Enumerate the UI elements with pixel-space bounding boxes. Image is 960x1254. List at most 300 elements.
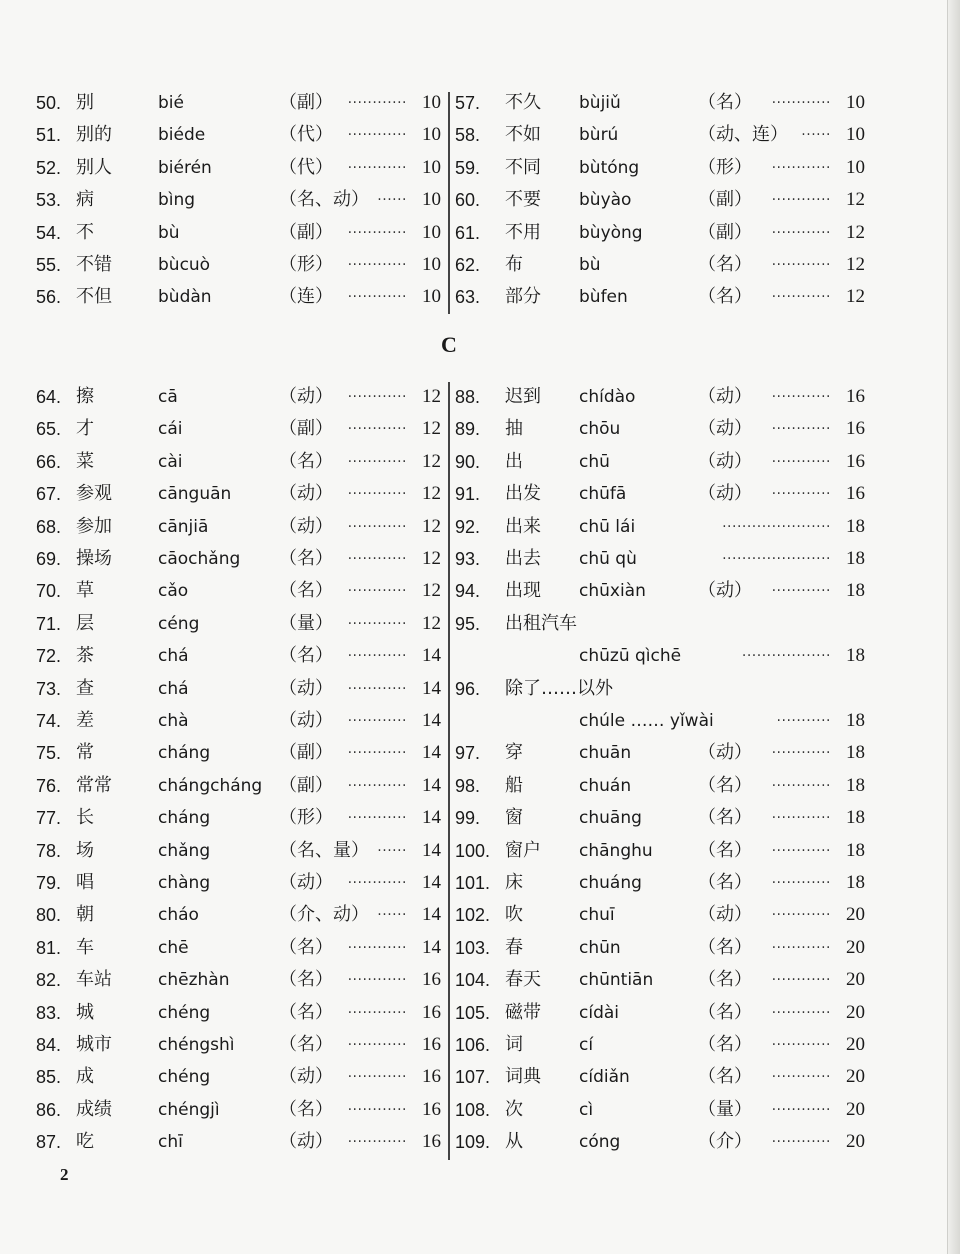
entry-number: 85.: [36, 1067, 62, 1088]
entry-hanzi: 词典: [505, 1066, 541, 1088]
entry-part-of-speech: （动）: [698, 483, 752, 505]
entry-number: 92.: [455, 516, 481, 537]
entry-number: 79.: [36, 873, 62, 893]
entry-number: 54.: [36, 222, 62, 243]
entry-page-ref: 14: [422, 807, 441, 829]
entry-part-of-speech: （名）: [698, 807, 752, 829]
entry-page-ref: 20: [846, 1131, 865, 1153]
entry-pinyin: bié: [158, 93, 184, 113]
entry-pinyin: cí: [579, 1035, 594, 1055]
vocab-entry: [455, 737, 865, 769]
leader-dots: ············: [771, 1134, 831, 1151]
entry-number: 101.: [455, 873, 491, 893]
vocab-entry: [455, 1061, 865, 1093]
entry-part-of-speech: （名）: [279, 1034, 333, 1055]
entry-hanzi: 不久: [505, 92, 541, 113]
entry-pinyin: chī: [158, 1132, 183, 1153]
leader-dots: ············: [347, 1004, 407, 1021]
entry-page-ref: 10: [422, 221, 441, 243]
leader-dots: ············: [347, 127, 407, 144]
leader-dots: ············: [347, 1037, 407, 1053]
entry-hanzi: 层: [76, 612, 94, 634]
entry-part-of-speech: （形）: [279, 254, 333, 275]
leader-dots: ············: [771, 939, 831, 956]
vocab-entry: [36, 737, 441, 769]
leader-dots: ············: [771, 777, 831, 794]
entry-hanzi: 迟到: [505, 386, 541, 407]
entry-page-ref: 12: [422, 548, 441, 569]
leader-dots: ············: [771, 810, 831, 827]
entry-number: 56.: [36, 287, 62, 308]
entry-number: 103.: [455, 937, 491, 958]
vocab-entry: [36, 770, 441, 802]
entry-hanzi: 别的: [76, 124, 112, 146]
entry-number: 78.: [36, 840, 62, 861]
entry-part-of-speech: （副）: [279, 92, 333, 113]
leader-dots: ············: [347, 615, 407, 632]
leader-dots: ············: [347, 939, 407, 956]
entry-pinyin: chūzū qìchē: [579, 646, 682, 667]
entry-page-ref: 12: [422, 418, 441, 440]
leader-dots: ············: [771, 1069, 831, 1086]
entry-number: 99.: [455, 808, 481, 829]
entry-page-ref: 18: [846, 742, 865, 764]
entry-number: 104.: [455, 970, 491, 991]
entry-part-of-speech: （名）: [698, 1001, 752, 1023]
entry-part-of-speech: （动）: [279, 677, 333, 699]
entry-part-of-speech: （动）: [279, 515, 333, 537]
leader-dots: ············: [771, 95, 831, 111]
entry-number: 75.: [36, 743, 62, 764]
entry-number: 97.: [455, 743, 481, 764]
entry-number: 77.: [36, 808, 62, 829]
entry-part-of-speech: （名、动）: [279, 189, 369, 211]
vocab-entry: [455, 1126, 865, 1158]
entry-hanzi: 成: [76, 1066, 94, 1088]
entry-page-ref: 18: [846, 645, 865, 667]
vocab-entry: [455, 217, 865, 249]
entry-pinyin: chuāng: [579, 808, 642, 829]
entry-page-ref: 12: [846, 189, 865, 211]
vocab-entry: [455, 152, 865, 184]
leader-dots: ············: [771, 875, 831, 891]
vocab-entry: [36, 152, 441, 184]
entry-pinyin: cháo: [158, 905, 199, 926]
leader-dots: ············: [347, 289, 407, 306]
vocab-entry: [455, 119, 865, 151]
entry-hanzi: 草: [76, 580, 94, 602]
leader-dots: ············: [347, 95, 407, 111]
entry-pinyin: chà: [158, 711, 189, 731]
entry-part-of-speech: （动）: [279, 1066, 333, 1088]
entry-part-of-speech: （名）: [279, 1098, 333, 1120]
entry-pinyin: chá: [158, 678, 189, 699]
entry-part-of-speech: （动）: [698, 904, 752, 926]
entry-number: 88.: [455, 387, 481, 407]
entry-page-ref: 20: [846, 1098, 865, 1120]
entry-number: 107.: [455, 1067, 491, 1088]
leader-dots: ············: [771, 224, 831, 241]
entry-number: 95.: [455, 613, 481, 634]
entry-pinyin: cháng: [158, 808, 211, 829]
leader-dots: ······: [377, 907, 407, 924]
entry-number: 93.: [455, 549, 481, 569]
entry-pinyin: cídài: [579, 1002, 620, 1023]
leader-dots: ··················: [741, 648, 831, 665]
vocab-entry: [455, 249, 865, 281]
entry-pinyin: chàng: [158, 873, 211, 893]
entry-page-ref: 16: [422, 1098, 441, 1120]
entry-pinyin: bùrú: [579, 125, 619, 146]
entry-hanzi: 菜: [76, 450, 94, 472]
entry-hanzi: 唱: [76, 872, 94, 893]
entry-hanzi: 出现: [505, 580, 541, 602]
vocab-entry: [36, 932, 441, 964]
vocab-entry: [36, 673, 441, 705]
entry-number: 102.: [455, 905, 491, 926]
entry-number: 76.: [36, 775, 62, 796]
vocab-entry: [455, 413, 865, 445]
vocab-entry: [455, 1029, 865, 1061]
entry-number: 62.: [455, 255, 481, 275]
entry-part-of-speech: （副）: [698, 221, 752, 243]
entry-page-ref: 16: [422, 969, 441, 991]
entry-number: 58.: [455, 125, 481, 146]
entry-number: 63.: [455, 287, 481, 308]
entry-hanzi: 磁带: [505, 1001, 541, 1023]
vocab-entry: [36, 705, 441, 737]
entry-number: 70.: [36, 581, 62, 602]
entry-page-ref: 14: [422, 677, 441, 699]
entry-part-of-speech: （动）: [279, 483, 333, 505]
entry-pinyin: chá: [158, 646, 189, 667]
leader-dots: ······················: [722, 518, 831, 535]
entry-number: 55.: [36, 255, 62, 275]
vocab-entry: [455, 446, 865, 478]
entry-pinyin: bùfen: [579, 287, 628, 308]
entry-pinyin: cāochǎng: [158, 549, 241, 569]
vocab-entry: [36, 899, 441, 931]
entry-page-ref: 10: [422, 189, 441, 211]
vocab-entry: [455, 867, 865, 899]
entry-pinyin: chū: [579, 451, 610, 472]
entry-hanzi: 出去: [505, 548, 541, 569]
entry-hanzi: 才: [76, 418, 94, 440]
entry-number: 64.: [36, 387, 62, 407]
entry-page-ref: 12: [422, 580, 441, 602]
entry-hanzi: 常: [76, 742, 94, 764]
vocab-entry: [455, 705, 865, 737]
entry-page-ref: 18: [846, 710, 865, 731]
vocab-entry: [36, 87, 441, 119]
entry-number: 61.: [455, 222, 481, 243]
entry-page-ref: 12: [846, 254, 865, 275]
entry-pinyin: chuān: [579, 743, 632, 764]
entry-number: 71.: [36, 613, 62, 634]
entry-part-of-speech: （名）: [698, 839, 752, 861]
entry-number: 59.: [455, 157, 481, 178]
vocab-entry: [36, 511, 441, 543]
entry-number: 83.: [36, 1002, 62, 1023]
vocab-entry: [455, 184, 865, 216]
entry-pinyin: cídiǎn: [579, 1067, 630, 1088]
entry-part-of-speech: （量）: [279, 612, 333, 634]
leader-dots: ············: [347, 1069, 407, 1086]
leader-dots: ············: [347, 421, 407, 438]
entry-page-ref: 14: [422, 839, 441, 861]
entry-part-of-speech: （名）: [279, 580, 333, 602]
vocab-entry: [36, 608, 441, 640]
entry-part-of-speech: （形）: [698, 156, 752, 178]
entry-page-ref: 10: [422, 286, 441, 308]
vocab-entry: [36, 281, 441, 313]
entry-hanzi: 长: [76, 807, 94, 829]
entry-number: 94.: [455, 581, 481, 602]
entry-part-of-speech: （名、量）: [279, 839, 369, 861]
entry-part-of-speech: （连）: [279, 286, 333, 308]
vocab-entry: [455, 835, 865, 867]
vocab-entry: [36, 640, 441, 672]
entry-page-ref: 18: [846, 548, 865, 569]
entry-page-ref: 12: [422, 612, 441, 634]
entry-pinyin: chēzhàn: [158, 970, 230, 991]
entry-page-ref: 10: [422, 156, 441, 178]
leader-dots: ············: [771, 1101, 831, 1118]
entry-part-of-speech: （动）: [698, 450, 752, 472]
entry-hanzi: 不: [76, 221, 94, 243]
entry-part-of-speech: （名）: [279, 936, 333, 958]
entry-part-of-speech: （名）: [698, 969, 752, 991]
entry-number: 82.: [36, 970, 62, 991]
entry-pinyin: chúle …… yǐwài: [579, 711, 714, 731]
leader-dots: ············: [347, 453, 407, 470]
entry-hanzi: 吃: [76, 1131, 94, 1153]
entry-part-of-speech: （动）: [279, 872, 333, 893]
entry-number: 73.: [36, 678, 62, 699]
entry-number: 105.: [455, 1002, 491, 1023]
entry-part-of-speech: （名）: [698, 936, 752, 958]
vocab-entry: [36, 835, 441, 867]
entry-part-of-speech: （名）: [698, 774, 752, 796]
entry-hanzi: 抽: [505, 418, 523, 440]
entry-pinyin: cānjiā: [158, 516, 209, 537]
entry-page-ref: 12: [422, 386, 441, 407]
entry-number: 96.: [455, 678, 481, 699]
entry-page-ref: 20: [846, 1066, 865, 1088]
entry-pinyin: chéngshì: [158, 1035, 235, 1055]
entry-pinyin: chē: [158, 937, 189, 958]
vocab-entry: [36, 964, 441, 996]
entry-page-ref: 20: [846, 969, 865, 991]
vocab-entry: [455, 575, 865, 607]
vocab-entry: [455, 608, 865, 640]
entry-part-of-speech: （名）: [698, 1066, 752, 1088]
entry-part-of-speech: （形）: [279, 807, 333, 829]
entry-pinyin: chángcháng: [158, 775, 263, 796]
entry-hanzi: 茶: [76, 645, 94, 667]
page-edge: [947, 0, 960, 1254]
entry-page-ref: 10: [422, 124, 441, 146]
entry-pinyin: bùyào: [579, 190, 632, 211]
entry-page-ref: 14: [422, 872, 441, 893]
entry-part-of-speech: （名）: [279, 645, 333, 667]
leader-dots: ············: [771, 486, 831, 503]
vocab-entry: [455, 478, 865, 510]
entry-page-ref: 16: [422, 1034, 441, 1055]
entry-part-of-speech: （动）: [698, 418, 752, 440]
entry-hanzi: 参观: [76, 483, 112, 505]
entry-page-ref: 10: [422, 92, 441, 113]
entry-number: 89.: [455, 419, 481, 440]
entry-number: 50.: [36, 93, 62, 113]
entry-page-ref: 14: [422, 774, 441, 796]
entry-hanzi: 窗户: [505, 839, 541, 861]
entry-pinyin: biéde: [158, 125, 206, 146]
leader-dots: ············: [771, 1004, 831, 1021]
leader-dots: ············: [347, 551, 407, 567]
entry-part-of-speech: （动、连）: [698, 124, 788, 146]
vocab-entry: [36, 1061, 441, 1093]
entry-number: 90.: [455, 451, 481, 472]
entry-pinyin: cānguān: [158, 484, 232, 505]
leader-dots: ············: [771, 972, 831, 989]
entry-pinyin: cái: [158, 419, 183, 440]
vocab-entry: [455, 997, 865, 1029]
entry-number: 106.: [455, 1035, 491, 1055]
leader-dots: ············: [347, 680, 407, 697]
vocab-entry: [455, 932, 865, 964]
entry-hanzi: 不错: [76, 254, 112, 275]
entry-page-ref: 20: [846, 1001, 865, 1023]
entry-number: 60.: [455, 190, 481, 211]
entry-pinyin: cháng: [158, 743, 211, 764]
vocab-entry: [36, 1126, 441, 1158]
entry-hanzi: 出发: [505, 483, 541, 505]
entry-page-ref: 16: [846, 450, 865, 472]
vocab-entry: [455, 281, 865, 313]
entry-part-of-speech: （动）: [698, 386, 752, 407]
entry-part-of-speech: （动）: [279, 710, 333, 731]
vocab-entry: [36, 217, 441, 249]
entry-page-ref: 12: [422, 483, 441, 505]
entry-part-of-speech: （副）: [279, 418, 333, 440]
entry-page-ref: 10: [422, 254, 441, 275]
entry-pinyin: chūxiàn: [579, 581, 646, 602]
vocab-entry: [455, 899, 865, 931]
entry-hanzi: 车: [76, 936, 94, 958]
leader-dots: ············: [771, 907, 831, 924]
entry-part-of-speech: （副）: [279, 742, 333, 764]
entry-hanzi: 常常: [76, 774, 112, 796]
entry-part-of-speech: （名）: [279, 548, 333, 569]
vocab-entry: [455, 802, 865, 834]
vocab-entry: [36, 575, 441, 607]
entry-part-of-speech: （名）: [698, 1034, 752, 1055]
entry-page-ref: 14: [422, 710, 441, 731]
leader-dots: ············: [771, 1037, 831, 1053]
entry-page-ref: 18: [846, 774, 865, 796]
entry-pinyin: biérén: [158, 157, 212, 178]
entry-part-of-speech: （名）: [698, 92, 752, 113]
entry-page-ref: 10: [846, 156, 865, 178]
leader-dots: ············: [347, 224, 407, 241]
leader-dots: ············: [347, 257, 407, 273]
entry-number: 51.: [36, 125, 62, 146]
entry-number: 65.: [36, 419, 62, 440]
section-letter-heading: C: [441, 332, 457, 357]
vocab-entry: [455, 770, 865, 802]
vocab-entry: [455, 964, 865, 996]
vocab-entry: [455, 87, 865, 119]
vocab-entry: [36, 1094, 441, 1126]
entry-pinyin: bùjiǔ: [579, 93, 621, 113]
entry-pinyin: chōu: [579, 419, 621, 440]
entry-part-of-speech: （量）: [698, 1098, 752, 1120]
leader-dots: ············: [771, 842, 831, 859]
entry-part-of-speech: （动）: [279, 1131, 333, 1153]
entry-part-of-speech: （动）: [698, 742, 752, 764]
entry-hanzi: 不同: [505, 156, 541, 178]
leader-dots: ············: [347, 389, 407, 405]
entry-page-ref: 18: [846, 515, 865, 537]
vocab-entry: [36, 997, 441, 1029]
vocab-entry: [455, 381, 865, 413]
column-divider-c: [448, 382, 450, 1160]
entry-hanzi: 车站: [76, 969, 112, 991]
leader-dots: ············: [347, 777, 407, 794]
leader-dots: ············: [347, 713, 407, 729]
vocab-entry: [455, 1094, 865, 1126]
vocab-entry: [455, 673, 865, 705]
column-divider-top: [448, 92, 450, 314]
entry-hanzi: 春天: [505, 969, 541, 991]
entry-number: 100.: [455, 840, 491, 861]
entry-number: 72.: [36, 646, 62, 667]
entry-part-of-speech: （名）: [279, 969, 333, 991]
entry-hanzi: 场: [76, 839, 94, 861]
entry-hanzi: 不要: [505, 189, 541, 211]
entry-page-ref: 14: [422, 645, 441, 667]
entry-hanzi: 除了……以外: [505, 677, 613, 699]
entry-hanzi: 船: [505, 774, 523, 796]
entry-pinyin: cóng: [579, 1132, 621, 1153]
entry-page-ref: 12: [846, 286, 865, 308]
entry-page-ref: 12: [422, 515, 441, 537]
entry-hanzi: 次: [505, 1098, 523, 1120]
page-number: 2: [60, 1165, 69, 1184]
vocab-entry: [36, 867, 441, 899]
entry-pinyin: chū qù: [579, 549, 637, 569]
entry-pinyin: chuáng: [579, 873, 642, 893]
entry-hanzi: 出来: [505, 515, 541, 537]
leader-dots: ······: [377, 842, 407, 859]
entry-page-ref: 14: [422, 936, 441, 958]
entry-part-of-speech: （动）: [279, 386, 333, 407]
entry-hanzi: 城市: [76, 1034, 112, 1055]
entry-pinyin: cài: [158, 451, 183, 472]
entry-pinyin: bùyòng: [579, 222, 643, 243]
entry-number: 57.: [455, 93, 481, 113]
entry-hanzi: 查: [76, 677, 94, 699]
entry-hanzi: 不用: [505, 221, 541, 243]
vocab-entry: [455, 640, 865, 672]
entry-hanzi: 病: [76, 189, 94, 211]
vocab-entry: [36, 543, 441, 575]
entry-hanzi: 床: [505, 872, 523, 893]
entry-hanzi: 操场: [76, 548, 112, 569]
vocab-entry: [36, 446, 441, 478]
entry-part-of-speech: （名）: [698, 872, 752, 893]
